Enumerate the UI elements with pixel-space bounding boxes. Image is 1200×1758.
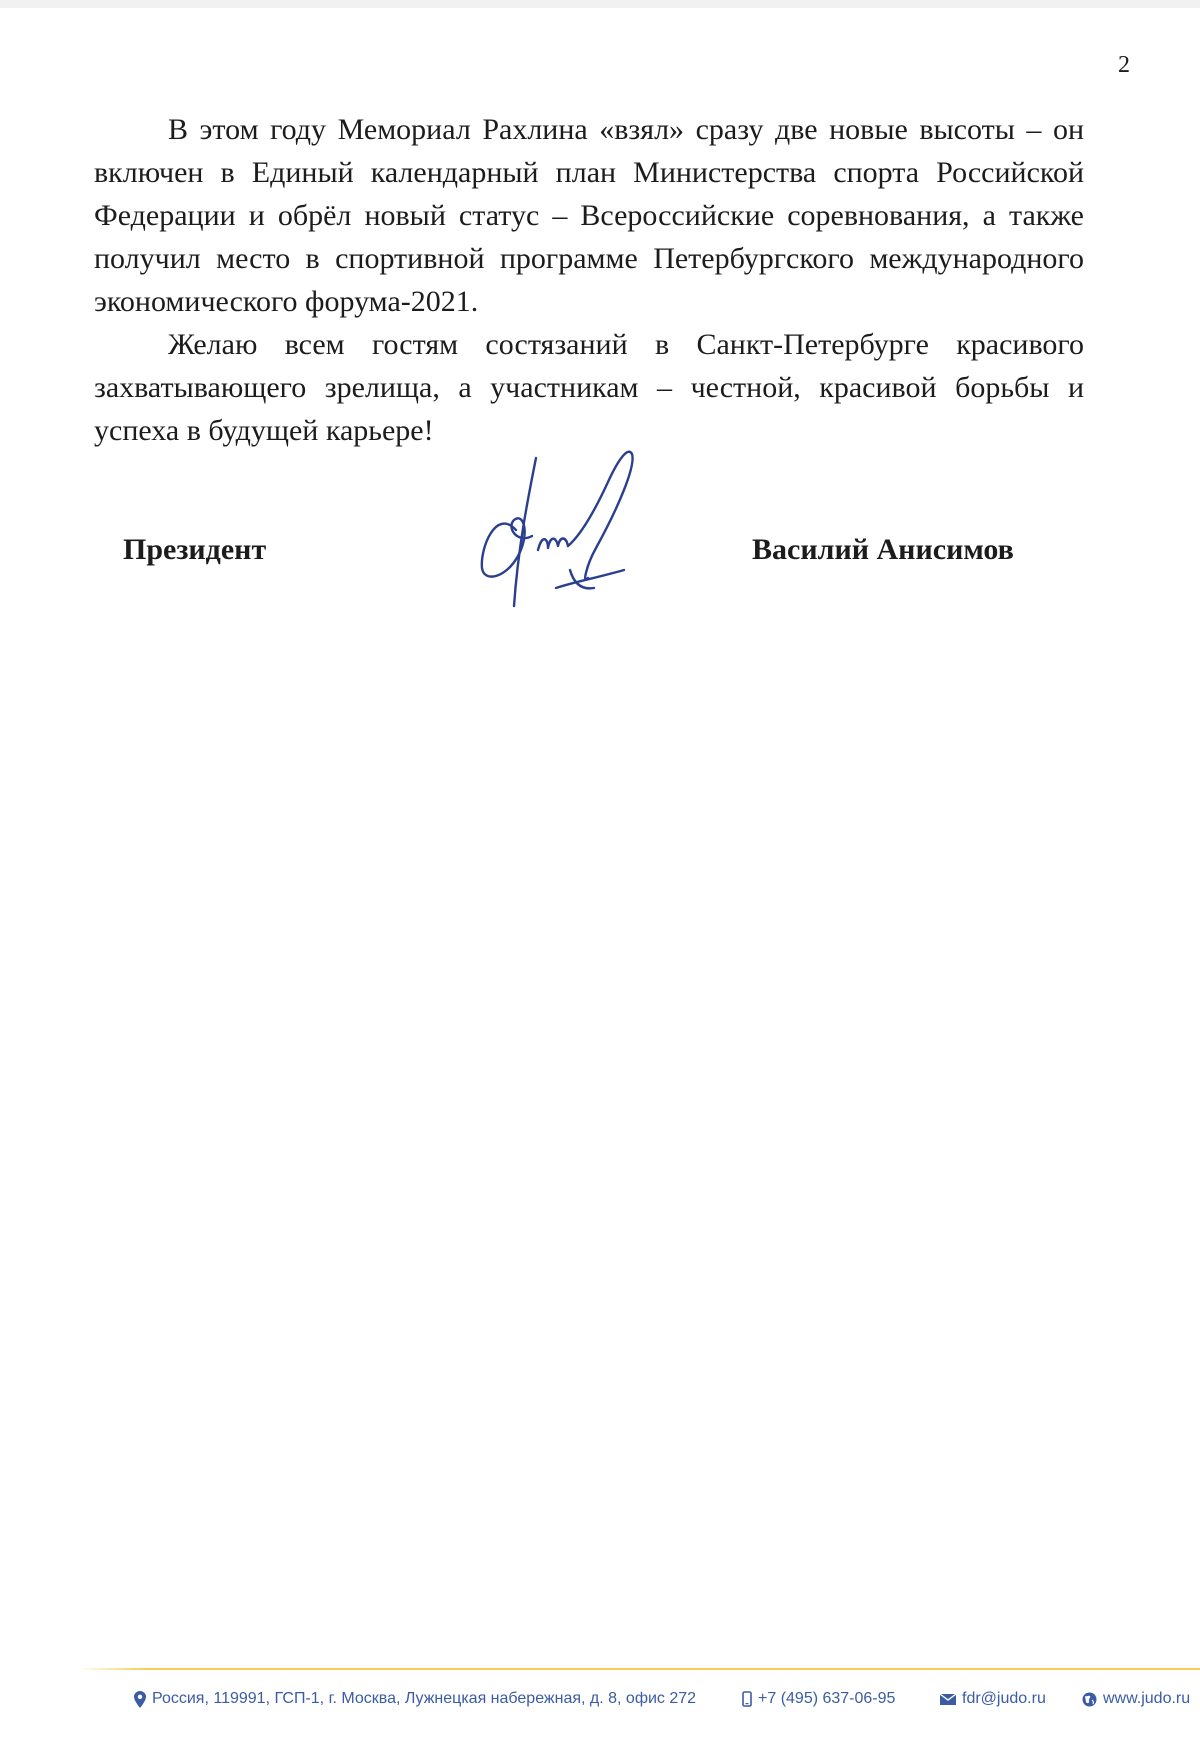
signer-name: Василий Анисимов: [752, 533, 1014, 566]
map-pin-icon: [134, 1691, 146, 1708]
globe-icon: [1082, 1692, 1097, 1707]
signer-title: Президент: [123, 533, 267, 566]
footer-address: [134, 1690, 696, 1708]
handwritten-signature: [478, 438, 678, 618]
footer-email[interactable]: [940, 1690, 1046, 1708]
footer-address-text: Россия, 119991, ГСП-1, г. Москва, Лужнецкая набережная, д. 8, офис 272: [152, 1690, 697, 1707]
page-number: 2: [1118, 52, 1130, 78]
footer-email-link[interactable]: fdr@judo.ru: [962, 1690, 1046, 1707]
footer-website-link[interactable]: www.judo.ru: [1103, 1690, 1191, 1707]
footer-phone: [742, 1690, 895, 1708]
top-strip: [0, 0, 1200, 8]
phone-icon: [742, 1691, 752, 1707]
footer-divider: [78, 1668, 1200, 1670]
letter-body: [94, 108, 1084, 452]
body-paragraph: Желаю всем гостям состязаний в Санкт-Петербурге красивого захватывающего зрелища, а участникам – честной, красивой борьбы и успеха в будущей карьере!: [94, 328, 1084, 447]
letterhead-footer: [130, 1690, 1200, 1714]
footer-website[interactable]: [1082, 1690, 1190, 1708]
envelope-icon: [940, 1694, 956, 1705]
footer-phone-text: +7 (495) 637-06-95: [758, 1690, 896, 1707]
body-paragraph: В этом году Мемориал Рахлина «взял» сразу две новые высоты – он включен в Единый календарный план Министерства спорта Российской Федерации и обрёл новый статус – Всероссийские соревнования, а также получил место в спортивной программе Петербургского международного экономического форума-2021.: [94, 113, 1084, 318]
